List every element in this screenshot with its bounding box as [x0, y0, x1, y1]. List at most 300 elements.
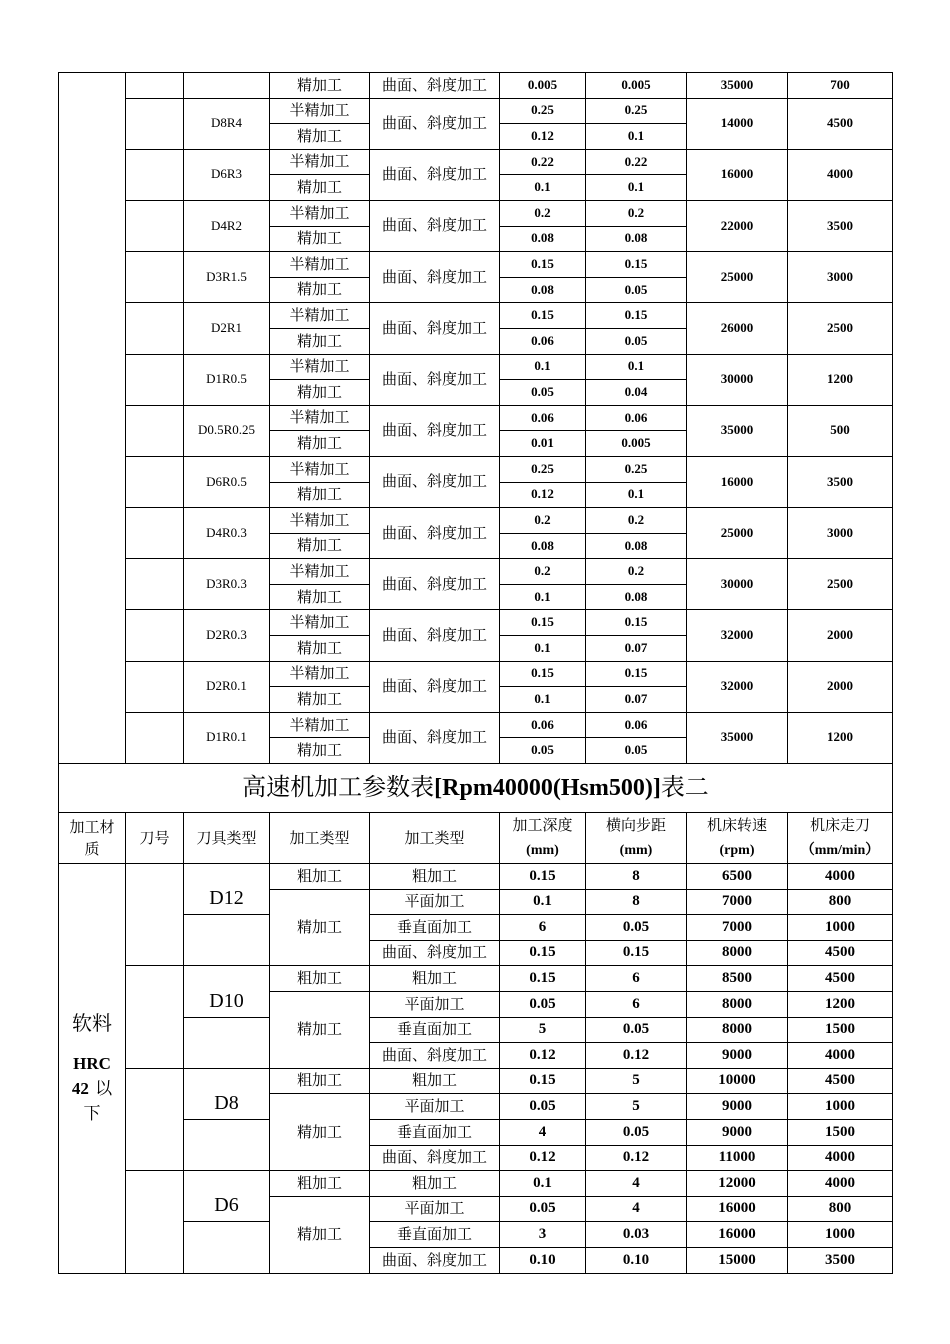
type-cell: 垂直面加工: [370, 915, 500, 941]
type-cell: 粗加工: [370, 864, 500, 890]
tool-type-cell: D8R4: [184, 98, 270, 149]
table-row: [59, 1017, 893, 1043]
feed-cell: 1000: [788, 915, 893, 941]
feed-cell: 2000: [788, 661, 893, 712]
tool-no-cell: [126, 303, 184, 354]
tool-no-cell: [126, 610, 184, 661]
tool-no-cell: [126, 200, 184, 251]
rpm-cell: 9000: [687, 1094, 788, 1120]
step-cell: 0.07: [586, 687, 687, 713]
feed-cell: 1200: [788, 354, 893, 405]
tool-type-cell: D6: [184, 1171, 270, 1222]
feed-cell: 4000: [788, 1145, 893, 1171]
header-rpm-unit: (rpm): [719, 843, 755, 859]
depth-cell: 0.25: [500, 456, 586, 482]
type-cell: 粗加工: [370, 1068, 500, 1094]
op-cell: 精加工: [270, 992, 370, 1069]
op-cell: 精加工: [270, 431, 370, 457]
step-cell: 0.15: [586, 940, 687, 966]
depth-cell: 0.12: [500, 482, 586, 508]
type-cell: 垂直面加工: [370, 1017, 500, 1043]
rpm-cell: 35000: [687, 712, 788, 763]
step-cell: 0.25: [586, 98, 687, 124]
depth-cell: 0.1: [500, 584, 586, 610]
rpm-cell: 25000: [687, 252, 788, 303]
tool-type-cell: [184, 73, 270, 99]
rpm-cell: 16000: [687, 1222, 788, 1248]
rpm-cell: 16000: [687, 1196, 788, 1222]
depth-cell: 0.08: [500, 533, 586, 559]
type-cell: 曲面、斜度加工: [370, 559, 500, 610]
header-feed-label: 机床走刀: [809, 816, 870, 835]
table-row: [59, 1171, 893, 1197]
parameter-sheet: [58, 72, 892, 1274]
depth-cell: 0.08: [500, 277, 586, 303]
table-row: [59, 252, 893, 278]
material-cell: [59, 864, 126, 1274]
depth-cell: 0.06: [500, 712, 586, 738]
tool-type-cell: D6R3: [184, 149, 270, 200]
table-row: [59, 661, 893, 687]
header-type: [370, 813, 500, 864]
type-cell: 曲面、斜度加工: [370, 610, 500, 661]
feed-cell: 500: [788, 405, 893, 456]
type-cell: 曲面、斜度加工: [370, 1043, 500, 1069]
step-cell: 4: [586, 1196, 687, 1222]
header-tool-no: [126, 813, 184, 864]
tool-type-cell: D10: [184, 966, 270, 1017]
header-tool-no-label: 刀号: [139, 829, 170, 848]
rpm-cell: 35000: [687, 405, 788, 456]
op-cell: 精加工: [270, 533, 370, 559]
feed-cell: 1200: [788, 712, 893, 763]
depth-cell: 0.05: [500, 380, 586, 406]
material-name: 软料: [72, 1011, 112, 1036]
feed-cell: 4000: [788, 149, 893, 200]
feed-cell: 4500: [788, 1068, 893, 1094]
rpm-cell: 32000: [687, 661, 788, 712]
feed-cell: 1000: [788, 1094, 893, 1120]
rpm-cell: 7000: [687, 889, 788, 915]
depth-cell: 0.12: [500, 1043, 586, 1069]
header-type-label: 加工类型: [404, 829, 465, 848]
op-cell: 半精加工: [270, 610, 370, 636]
type-cell: 平面加工: [370, 889, 500, 915]
feed-cell: 4000: [788, 1043, 893, 1069]
header-rpm-label: 机床转速: [706, 816, 767, 835]
rpm-cell: 11000: [687, 1145, 788, 1171]
type-cell: 曲面、斜度加工: [370, 252, 500, 303]
op-cell: 粗加工: [270, 1068, 370, 1094]
step-cell: 0.03: [586, 1222, 687, 1248]
tool-type-cell: D6R0.5: [184, 456, 270, 507]
table-row: [59, 98, 893, 124]
tool-type-cell: D0.5R0.25: [184, 405, 270, 456]
op-cell: 精加工: [270, 584, 370, 610]
table-row: [59, 456, 893, 482]
header-tool-type-label: 刀具类型: [196, 829, 257, 848]
header-op-label: 加工类型: [289, 829, 350, 848]
type-cell: 曲面、斜度加工: [370, 1145, 500, 1171]
title-suffix: 表二: [660, 772, 709, 801]
tool-type-cell: D2R0.3: [184, 610, 270, 661]
depth-cell: 0.05: [500, 1094, 586, 1120]
op-cell: 半精加工: [270, 405, 370, 431]
tool-type-cell-lower: [184, 915, 270, 966]
material-level: 42: [71, 1079, 89, 1099]
depth-cell: 4: [500, 1119, 586, 1145]
rpm-cell: 30000: [687, 559, 788, 610]
table-row: [59, 303, 893, 329]
step-cell: 0.05: [586, 738, 687, 764]
header-tool-type: [184, 813, 270, 864]
depth-cell: 3: [500, 1222, 586, 1248]
depth-cell: 5: [500, 1017, 586, 1043]
type-cell: 平面加工: [370, 992, 500, 1018]
step-cell: 0.12: [586, 1145, 687, 1171]
type-cell: 曲面、斜度加工: [370, 98, 500, 149]
type-cell: 平面加工: [370, 1196, 500, 1222]
rpm-cell: 22000: [687, 200, 788, 251]
step-cell: 0.2: [586, 559, 687, 585]
op-cell: 精加工: [270, 1094, 370, 1171]
feed-cell: 3000: [788, 508, 893, 559]
depth-cell: 0.05: [500, 1196, 586, 1222]
feed-cell: 800: [788, 889, 893, 915]
material-cell: [59, 73, 126, 764]
depth-cell: 0.1: [500, 175, 586, 201]
step-cell: 0.005: [586, 431, 687, 457]
depth-cell: 0.15: [500, 864, 586, 890]
op-cell: 粗加工: [270, 966, 370, 992]
step-cell: 0.15: [586, 252, 687, 278]
depth-cell: 0.1: [500, 354, 586, 380]
header-op: [270, 813, 370, 864]
tool-type-cell: D1R0.5: [184, 354, 270, 405]
header-step-unit: (mm): [619, 843, 653, 859]
table-row: [59, 915, 893, 941]
step-cell: 4: [586, 1171, 687, 1197]
depth-cell: 0.08: [500, 226, 586, 252]
step-cell: 0.2: [586, 200, 687, 226]
step-cell: 0.2: [586, 508, 687, 534]
rpm-cell: 9000: [687, 1119, 788, 1145]
rpm-cell: 9000: [687, 1043, 788, 1069]
step-cell: 0.08: [586, 533, 687, 559]
header-feed: [788, 813, 893, 864]
depth-cell: 0.15: [500, 1068, 586, 1094]
step-cell: 8: [586, 864, 687, 890]
feed-cell: 4500: [788, 940, 893, 966]
depth-cell: 0.12: [500, 1145, 586, 1171]
step-cell: 0.05: [586, 1017, 687, 1043]
type-cell: 曲面、斜度加工: [370, 940, 500, 966]
step-cell: 0.06: [586, 712, 687, 738]
feed-cell: 3000: [788, 252, 893, 303]
type-cell: 粗加工: [370, 966, 500, 992]
tool-type-cell-lower: [184, 1119, 270, 1170]
op-cell: 精加工: [270, 687, 370, 713]
depth-cell: 0.2: [500, 200, 586, 226]
tool-type-cell: D1R0.1: [184, 712, 270, 763]
type-cell: 曲面、斜度加工: [370, 712, 500, 763]
table-row: [59, 405, 893, 431]
step-cell: 0.05: [586, 328, 687, 354]
type-cell: 平面加工: [370, 1094, 500, 1120]
table-row: [59, 1068, 893, 1094]
rpm-cell: 35000: [687, 73, 788, 99]
table-row: [59, 149, 893, 175]
tool-no-cell: [126, 559, 184, 610]
machining-parameter-table: [58, 72, 893, 1274]
feed-cell: 2500: [788, 559, 893, 610]
type-cell: 曲面、斜度加工: [370, 661, 500, 712]
rpm-cell: 12000: [687, 1171, 788, 1197]
type-cell: 曲面、斜度加工: [370, 149, 500, 200]
op-cell: 精加工: [270, 175, 370, 201]
depth-cell: 0.1: [500, 1171, 586, 1197]
feed-cell: 700: [788, 73, 893, 99]
table-row: [59, 73, 893, 99]
rpm-cell: 16000: [687, 456, 788, 507]
step-cell: 0.10: [586, 1247, 687, 1273]
type-cell: 曲面、斜度加工: [370, 405, 500, 456]
depth-cell: 0.06: [500, 405, 586, 431]
step-cell: 6: [586, 992, 687, 1018]
op-cell: 半精加工: [270, 456, 370, 482]
tool-no-cell: [126, 712, 184, 763]
type-cell: 曲面、斜度加工: [370, 456, 500, 507]
depth-cell: 0.25: [500, 98, 586, 124]
feed-cell: 3500: [788, 1247, 893, 1273]
op-cell: 精加工: [270, 73, 370, 99]
step-cell: 0.06: [586, 405, 687, 431]
tool-type-cell: D2R1: [184, 303, 270, 354]
tool-no-cell: [126, 661, 184, 712]
rpm-cell: 7000: [687, 915, 788, 941]
tool-type-cell-lower: [184, 1222, 270, 1273]
type-cell: 曲面、斜度加工: [370, 200, 500, 251]
op-cell: 半精加工: [270, 354, 370, 380]
rpm-cell: 32000: [687, 610, 788, 661]
step-cell: 0.04: [586, 380, 687, 406]
op-cell: 半精加工: [270, 508, 370, 534]
op-cell: 粗加工: [270, 864, 370, 890]
op-cell: 精加工: [270, 738, 370, 764]
table-row: [59, 1222, 893, 1248]
table-row: [59, 200, 893, 226]
step-cell: 0.15: [586, 661, 687, 687]
step-cell: 0.15: [586, 610, 687, 636]
depth-cell: 0.12: [500, 124, 586, 150]
table-row: [59, 559, 893, 585]
step-cell: 0.08: [586, 226, 687, 252]
op-cell: 精加工: [270, 636, 370, 662]
feed-cell: 3500: [788, 456, 893, 507]
depth-cell: 0.1: [500, 889, 586, 915]
op-cell: 半精加工: [270, 252, 370, 278]
depth-cell: 0.06: [500, 328, 586, 354]
step-cell: 0.15: [586, 303, 687, 329]
feed-cell: 4500: [788, 966, 893, 992]
step-cell: 8: [586, 889, 687, 915]
op-cell: 半精加工: [270, 200, 370, 226]
type-cell: 粗加工: [370, 1171, 500, 1197]
header-depth-unit: (mm): [526, 843, 559, 859]
op-cell: 精加工: [270, 380, 370, 406]
header-feed-unit: （mm/min）: [800, 843, 880, 859]
step-cell: 0.07: [586, 636, 687, 662]
tool-no-cell: [126, 1171, 184, 1273]
depth-cell: 6: [500, 915, 586, 941]
table-row: [59, 864, 893, 890]
table-row: [59, 1119, 893, 1145]
rpm-cell: 26000: [687, 303, 788, 354]
step-cell: 0.05: [586, 915, 687, 941]
rpm-cell: 6500: [687, 864, 788, 890]
step-cell: 0.1: [586, 482, 687, 508]
table-row: [59, 508, 893, 534]
step-cell: 0.25: [586, 456, 687, 482]
rpm-cell: 25000: [687, 508, 788, 559]
op-cell: 半精加工: [270, 98, 370, 124]
depth-cell: 0.01: [500, 431, 586, 457]
feed-cell: 1500: [788, 1119, 893, 1145]
step-cell: 6: [586, 966, 687, 992]
depth-cell: 0.2: [500, 508, 586, 534]
feed-cell: 4000: [788, 1171, 893, 1197]
material-hardness: [59, 1050, 125, 1126]
tool-no-cell: [126, 508, 184, 559]
op-cell: 半精加工: [270, 712, 370, 738]
tool-type-cell: D4R2: [184, 200, 270, 251]
depth-cell: 0.22: [500, 149, 586, 175]
step-cell: 0.08: [586, 584, 687, 610]
step-cell: 0.12: [586, 1043, 687, 1069]
tool-no-cell: [126, 966, 184, 1068]
material-hrc: HRC: [73, 1054, 111, 1074]
step-cell: 0.1: [586, 175, 687, 201]
header-rpm: [687, 813, 788, 864]
title-text: 高速机加工参数表: [242, 772, 435, 801]
step-cell: 5: [586, 1068, 687, 1094]
material-below: 下: [83, 1104, 101, 1125]
op-cell: 半精加工: [270, 661, 370, 687]
op-cell: 精加工: [270, 124, 370, 150]
depth-cell: 0.15: [500, 610, 586, 636]
header-step-label: 横向步距: [605, 816, 666, 835]
table-row: [59, 610, 893, 636]
rpm-cell: 8500: [687, 966, 788, 992]
tool-type-cell: D3R0.3: [184, 559, 270, 610]
step-cell: 0.05: [586, 1119, 687, 1145]
tool-type-cell: D12: [184, 864, 270, 915]
depth-cell: 0.2: [500, 559, 586, 585]
type-cell: 垂直面加工: [370, 1119, 500, 1145]
tool-no-cell: [126, 73, 184, 99]
step-cell: 0.05: [586, 277, 687, 303]
step-cell: 0.22: [586, 149, 687, 175]
tool-no-cell: [126, 1068, 184, 1170]
rpm-cell: 30000: [687, 354, 788, 405]
rpm-cell: 10000: [687, 1068, 788, 1094]
rpm-cell: 16000: [687, 149, 788, 200]
feed-cell: 1200: [788, 992, 893, 1018]
feed-cell: 2500: [788, 303, 893, 354]
tool-no-cell: [126, 149, 184, 200]
op-cell: 半精加工: [270, 559, 370, 585]
tool-no-cell: [126, 354, 184, 405]
rpm-cell: 8000: [687, 1017, 788, 1043]
header-material-label: 加工材质: [69, 817, 115, 859]
depth-cell: 0.15: [500, 661, 586, 687]
table-row: [59, 966, 893, 992]
header-depth-label: 加工深度: [512, 816, 573, 835]
table-body: [59, 73, 893, 1274]
depth-cell: 0.1: [500, 687, 586, 713]
tool-type-cell: D2R0.1: [184, 661, 270, 712]
feed-cell: 2000: [788, 610, 893, 661]
depth-cell: 0.15: [500, 303, 586, 329]
depth-cell: 0.10: [500, 1247, 586, 1273]
table-row: [59, 712, 893, 738]
tool-no-cell: [126, 98, 184, 149]
header-depth: [500, 813, 586, 864]
type-cell: 垂直面加工: [370, 1222, 500, 1248]
tool-type-cell: D3R1.5: [184, 252, 270, 303]
tool-type-cell-lower: [184, 1017, 270, 1068]
table-row: [59, 354, 893, 380]
type-cell: 曲面、斜度加工: [370, 303, 500, 354]
tool-no-cell: [126, 456, 184, 507]
feed-cell: 1000: [788, 1222, 893, 1248]
feed-cell: 3500: [788, 200, 893, 251]
feed-cell: 800: [788, 1196, 893, 1222]
material-suffix: 以: [95, 1079, 113, 1100]
header-row: [59, 813, 893, 864]
step-cell: 0.1: [586, 354, 687, 380]
feed-cell: 1500: [788, 1017, 893, 1043]
step-cell: 0.005: [586, 73, 687, 99]
header-step: [586, 813, 687, 864]
op-cell: 精加工: [270, 226, 370, 252]
step-cell: 5: [586, 1094, 687, 1120]
depth-cell: 0.15: [500, 252, 586, 278]
rpm-cell: 14000: [687, 98, 788, 149]
op-cell: 粗加工: [270, 1171, 370, 1197]
rpm-cell: 8000: [687, 940, 788, 966]
table-title: [59, 764, 893, 813]
feed-cell: 4000: [788, 864, 893, 890]
op-cell: 半精加工: [270, 303, 370, 329]
rpm-cell: 15000: [687, 1247, 788, 1273]
depth-cell: 0.1: [500, 636, 586, 662]
depth-cell: 0.15: [500, 966, 586, 992]
depth-cell: 0.05: [500, 992, 586, 1018]
type-cell: 曲面、斜度加工: [370, 73, 500, 99]
depth-cell: 0.005: [500, 73, 586, 99]
depth-cell: 0.15: [500, 940, 586, 966]
step-cell: 0.1: [586, 124, 687, 150]
type-cell: 曲面、斜度加工: [370, 354, 500, 405]
header-material: [59, 813, 126, 864]
op-cell: 精加工: [270, 328, 370, 354]
op-cell: 精加工: [270, 1196, 370, 1273]
title-model: [Rpm40000(Hsm500)]: [434, 774, 661, 801]
tool-type-cell: D8: [184, 1068, 270, 1119]
tool-no-cell: [126, 864, 184, 966]
type-cell: 曲面、斜度加工: [370, 1247, 500, 1273]
